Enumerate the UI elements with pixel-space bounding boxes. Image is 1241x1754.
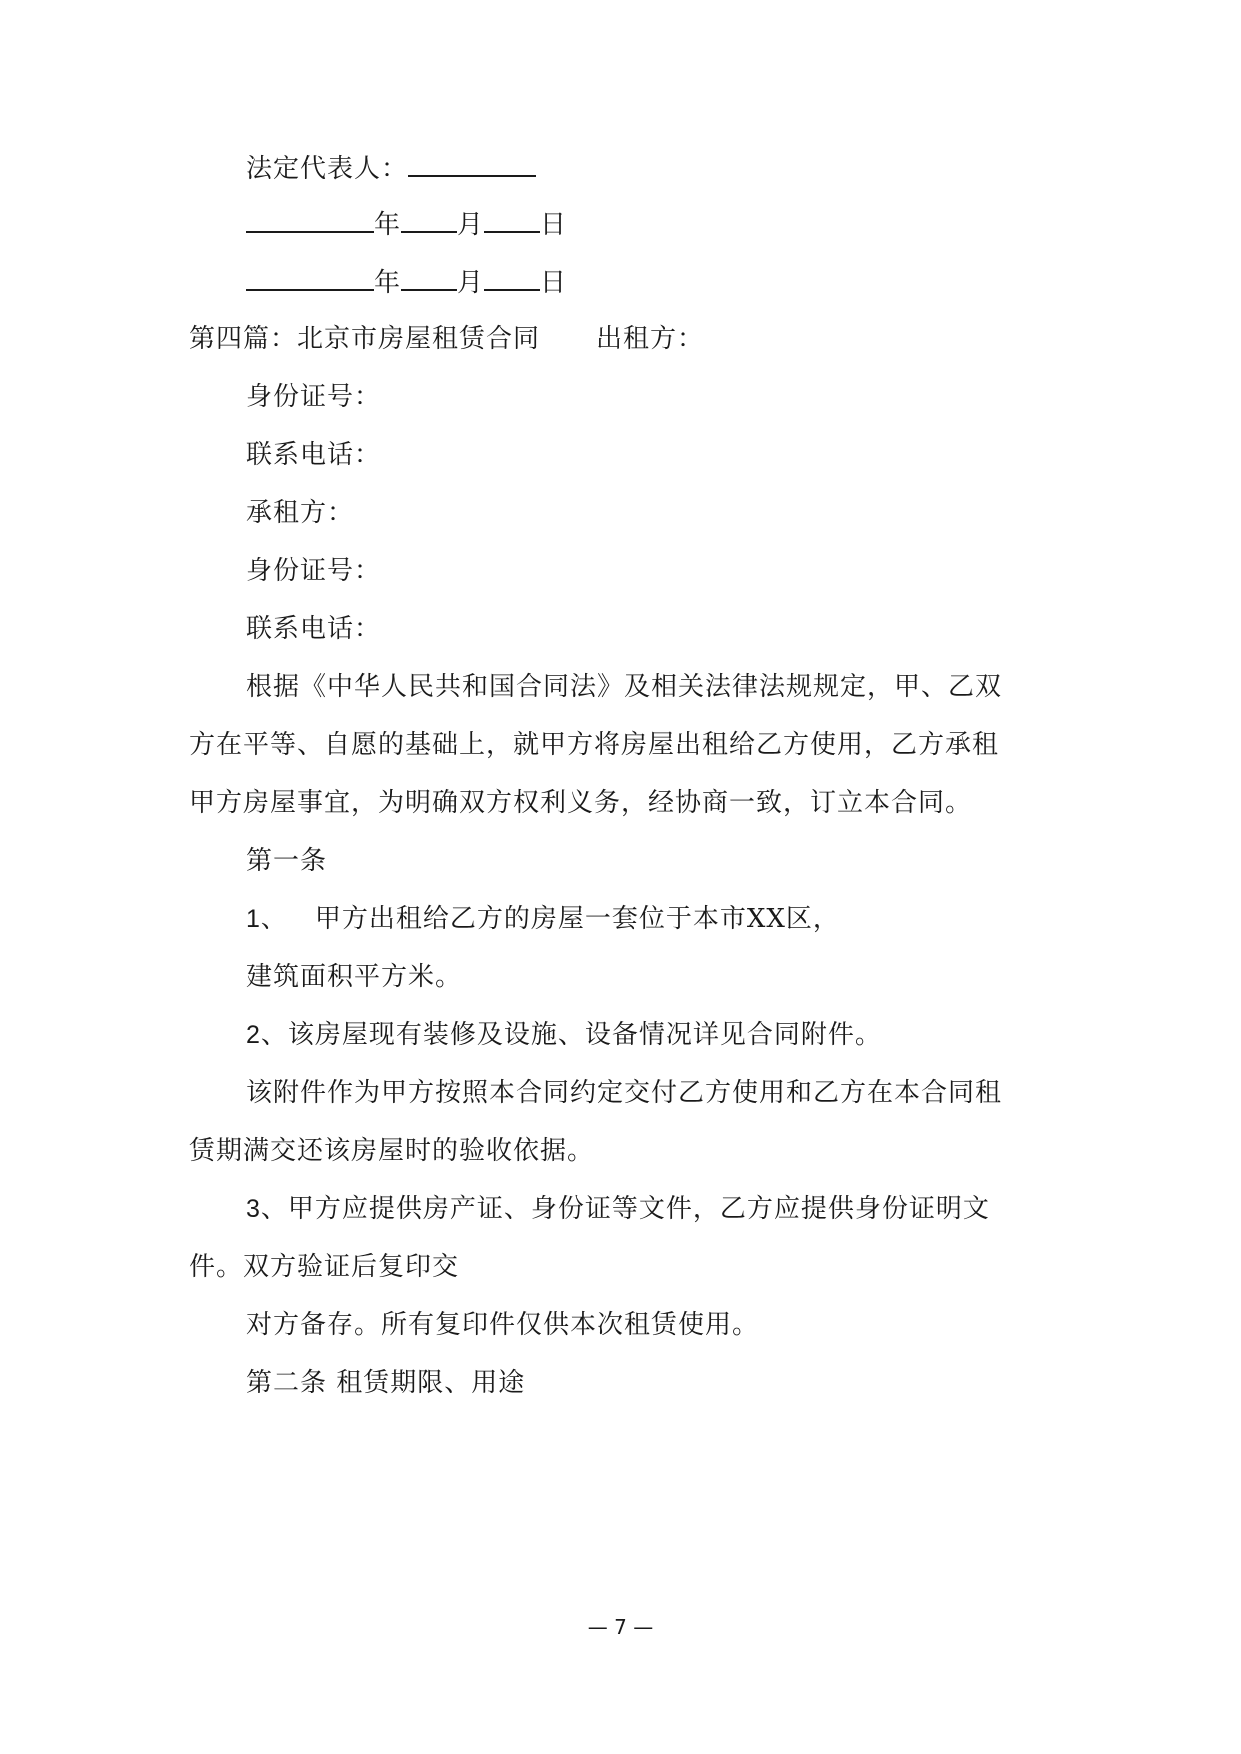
item-2-text: 、该房屋现有装修及设施、设备情况详见合同附件。 — [260, 1020, 882, 1050]
legal-rep-label: 法定代表人： — [246, 154, 409, 184]
item-1-text: 甲方出租给乙方的房屋一套位于本市XX区， — [314, 904, 840, 934]
item-2 — [246, 1015, 882, 1055]
day-blank — [484, 261, 540, 291]
year-blank — [246, 203, 374, 233]
item-3-number: 3 — [246, 1195, 261, 1223]
legal-rep-line — [246, 147, 536, 189]
item-3-continuation: 件。双方验证后复印交 — [189, 1252, 460, 1282]
lessee-id-label: 身份证号： — [246, 556, 382, 586]
date-line-1 — [246, 203, 567, 245]
date-line-2 — [246, 261, 567, 303]
day-label: 日 — [540, 268, 568, 298]
preamble-line: 甲方房屋事宜，为明确双方权利义务，经协商一致，订立本合同。 — [189, 788, 973, 818]
month-label: 月 — [457, 210, 485, 240]
lessee-phone-label: 联系电话： — [246, 614, 382, 644]
item-2-paragraph-line: 赁期满交还该房屋时的验收依据。 — [189, 1136, 595, 1166]
month-label: 月 — [457, 268, 485, 298]
lessee-label: 承租方： — [246, 498, 355, 528]
day-label: 日 — [540, 210, 568, 240]
year-label: 年 — [374, 268, 402, 298]
item-2-number: 2 — [246, 1021, 261, 1049]
item-3-text: 、甲方应提供房产证、身份证等文件，乙方应提供身份证明文 — [260, 1194, 990, 1224]
section-heading — [189, 319, 704, 359]
item-2-paragraph-line: 该附件作为甲方按照本合同约定交付乙方使用和乙方在本合同租 — [246, 1078, 1003, 1108]
year-blank — [246, 261, 374, 291]
lessor-id-label: 身份证号： — [246, 382, 382, 412]
legal-rep-blank — [408, 147, 536, 177]
month-blank — [401, 261, 457, 291]
item-3-paragraph: 对方备存。所有复印件仅供本次租赁使用。 — [246, 1310, 760, 1340]
day-blank — [484, 203, 540, 233]
item-1-continuation: 建筑面积平方米。 — [246, 962, 463, 992]
year-label: 年 — [374, 210, 402, 240]
lessor-label: 出租方： — [596, 324, 705, 354]
item-3 — [246, 1189, 990, 1229]
section-title: 第四篇：北京市房屋租赁合同 — [189, 324, 541, 354]
month-blank — [401, 203, 457, 233]
page-number: — 7 — — [587, 1615, 654, 1639]
article-1-title: 第一条 — [246, 846, 328, 876]
preamble-line: 根据《中华人民共和国合同法》及相关法律法规规定，甲、乙双 — [246, 672, 1003, 702]
item-1 — [246, 899, 840, 939]
preamble-line: 方在平等、自愿的基础上，就甲方将房屋出租给乙方使用，乙方承租 — [189, 730, 1000, 760]
item-1-number: 1、 — [246, 905, 287, 933]
article-2-title: 第二条 租赁期限、用途 — [246, 1368, 526, 1398]
lessor-phone-label: 联系电话： — [246, 440, 382, 470]
